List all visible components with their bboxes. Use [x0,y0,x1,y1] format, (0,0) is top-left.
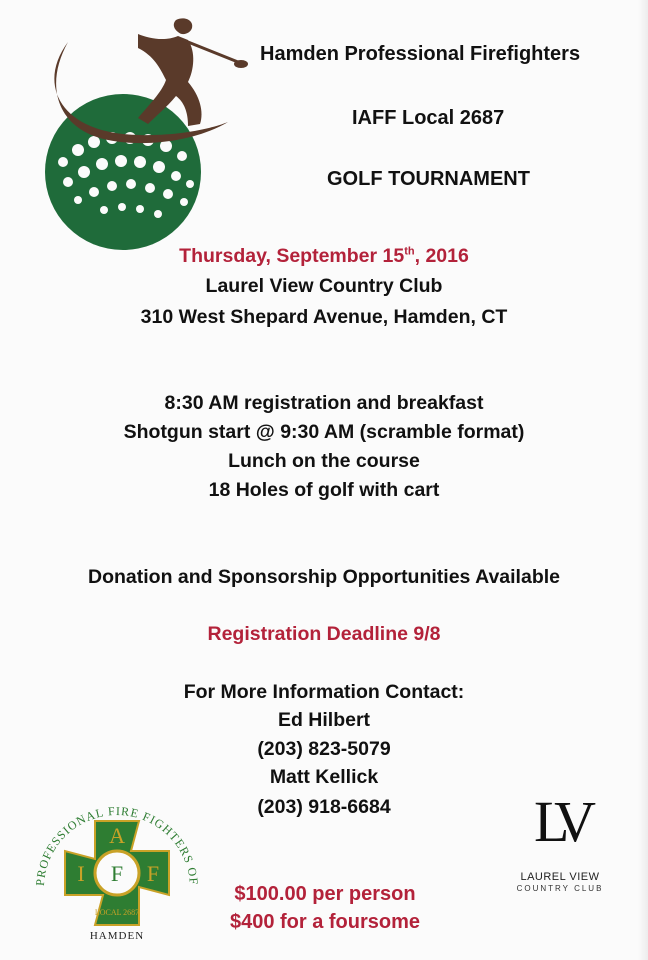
contact-phone: (203) 918-6684 [257,796,391,818]
header-local: IAFF Local 2687 [352,107,505,129]
contact-phone: (203) 823-5079 [257,738,391,760]
iaff-letter: F [110,861,124,886]
schedule-item: Lunch on the course [228,450,420,472]
price-foursome: $400 for a foursome [229,911,421,933]
event-venue: Laurel View Country Club [205,275,443,297]
contact-name: Ed Hilbert [277,709,371,731]
iaff-logo-icon [32,793,202,948]
lv-name: LAUREL VIEW [520,871,600,883]
golf-logo-icon [28,12,258,257]
lv-monogram: LV [534,789,586,854]
iaff-local-text: LOCAL 2687 [94,908,140,917]
contact-name: Matt Kellick [269,766,379,788]
schedule-item: Shotgun start @ 9:30 AM (scramble format) [123,421,525,443]
iaff-bottom-text: HAMDEN [89,930,145,942]
iaff-letter: A [109,823,125,848]
schedule-item: 8:30 AM registration and breakfast [164,392,484,414]
registration-deadline: Registration Deadline 9/8 [207,623,441,645]
iaff-letter: F [146,861,160,886]
laurel-view-logo-icon [500,789,620,893]
price-per-person: $100.00 per person [234,883,416,905]
header-organization: Hamden Professional Firefighters [260,43,581,65]
event-date-day: Thursday, September 15 [179,245,405,267]
schedule-item: 18 Holes of golf with cart [208,479,440,501]
donation-note: Donation and Sponsorship Opportunities Available [88,566,560,588]
contact-heading: For More Information Contact: [183,681,465,703]
event-address: 310 West Shepard Avenue, Hamden, CT [140,306,508,328]
iaff-letter: I [77,861,85,886]
header-title: GOLF TOURNAMENT [327,168,530,190]
event-date-ordinal: th [404,245,415,258]
lv-subtitle: COUNTRY CLUB [516,884,604,893]
event-date [0,245,648,268]
iaff-arc-text: PROFESSIONAL FIRE FIGHTERS OF [32,803,202,887]
event-date-year: , 2016 [414,245,469,267]
